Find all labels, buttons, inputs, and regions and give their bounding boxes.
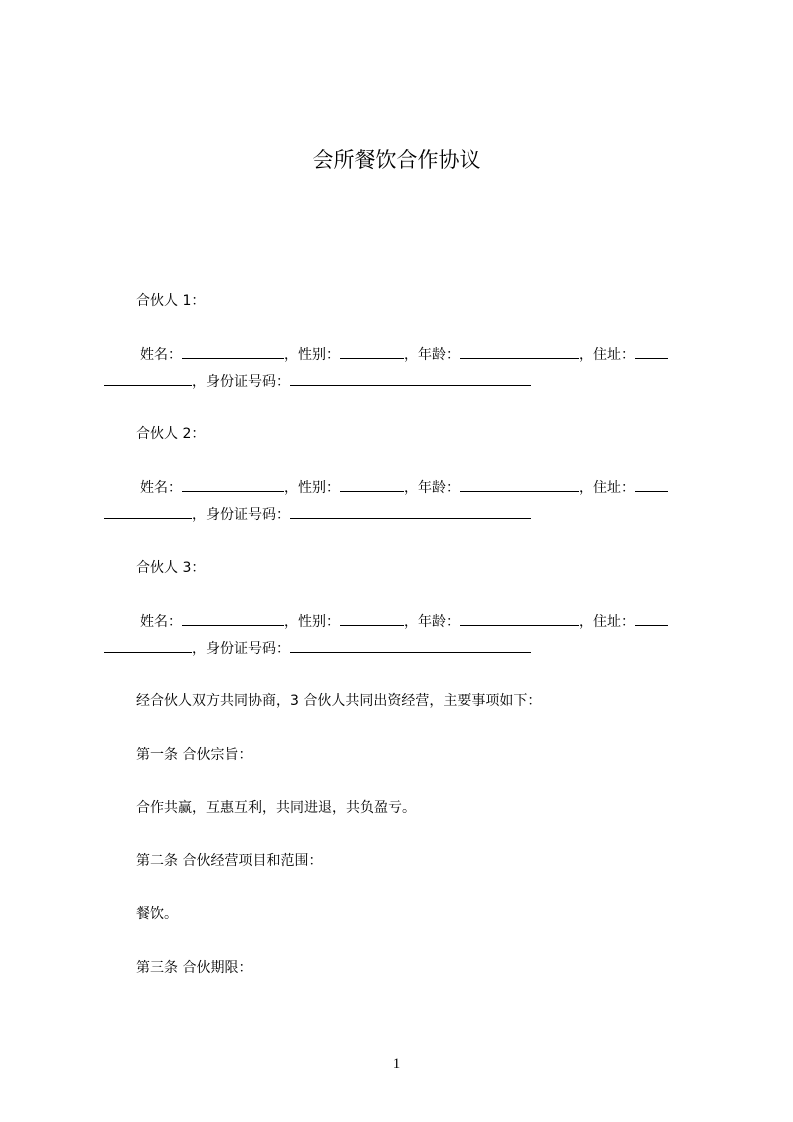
gender-blank[interactable] bbox=[340, 478, 404, 492]
address-blank-continued[interactable] bbox=[104, 372, 192, 386]
id-number-label: ，身份证号码： bbox=[192, 507, 290, 523]
page-number: 1 bbox=[392, 1056, 401, 1072]
partner-info-line-1 bbox=[140, 612, 668, 631]
name-label: 姓名： bbox=[140, 480, 182, 496]
name-blank[interactable] bbox=[182, 478, 284, 492]
id-number-blank[interactable] bbox=[290, 639, 531, 653]
address-label: ，住址： bbox=[579, 614, 635, 630]
gender-blank[interactable] bbox=[340, 612, 404, 626]
gender-label: ，性别： bbox=[284, 347, 340, 363]
address-blank-continued[interactable] bbox=[104, 505, 192, 519]
partner-info-line-1 bbox=[140, 345, 668, 364]
partner-heading: 合伙人 3： bbox=[136, 560, 206, 576]
address-blank-continued[interactable] bbox=[104, 639, 192, 653]
gender-label: ，性别： bbox=[284, 614, 340, 630]
name-label: 姓名： bbox=[140, 614, 182, 630]
age-blank[interactable] bbox=[460, 612, 579, 626]
age-label: ，年龄： bbox=[404, 614, 460, 630]
name-blank[interactable] bbox=[182, 345, 284, 359]
partner-info-line-1 bbox=[140, 478, 668, 497]
age-label: ，年龄： bbox=[404, 347, 460, 363]
address-blank[interactable] bbox=[635, 612, 668, 626]
address-blank[interactable] bbox=[635, 345, 668, 359]
paragraph: 餐饮。 bbox=[136, 906, 178, 922]
id-number-label: ，身份证号码： bbox=[192, 374, 290, 390]
id-number-label: ，身份证号码： bbox=[192, 641, 290, 657]
partner-heading: 合伙人 1： bbox=[136, 293, 206, 309]
article-heading: 第三条 合伙期限： bbox=[136, 960, 253, 976]
partner-info-line-2 bbox=[104, 505, 531, 524]
partner-info-line-2 bbox=[104, 372, 531, 391]
id-number-blank[interactable] bbox=[290, 505, 531, 519]
age-blank[interactable] bbox=[460, 345, 579, 359]
partner-heading: 合伙人 2： bbox=[136, 426, 206, 442]
address-label: ，住址： bbox=[579, 347, 635, 363]
name-label: 姓名： bbox=[140, 347, 182, 363]
address-label: ，住址： bbox=[579, 480, 635, 496]
age-label: ，年龄： bbox=[404, 480, 460, 496]
article-heading: 第二条 合伙经营项目和范围： bbox=[136, 853, 323, 869]
gender-blank[interactable] bbox=[340, 345, 404, 359]
document-title: 会所餐饮合作协议 bbox=[312, 148, 481, 172]
gender-label: ，性别： bbox=[284, 480, 340, 496]
age-blank[interactable] bbox=[460, 478, 579, 492]
address-blank[interactable] bbox=[635, 478, 668, 492]
id-number-blank[interactable] bbox=[290, 372, 531, 386]
paragraph: 合作共赢，互惠互利，共同进退，共负盈亏。 bbox=[136, 800, 416, 816]
article-heading: 第一条 合伙宗旨： bbox=[136, 747, 253, 763]
name-blank[interactable] bbox=[182, 612, 284, 626]
paragraph: 经合伙人双方共同协商，3 合伙人共同出资经营，主要事项如下： bbox=[136, 693, 542, 709]
partner-info-line-2 bbox=[104, 639, 531, 658]
